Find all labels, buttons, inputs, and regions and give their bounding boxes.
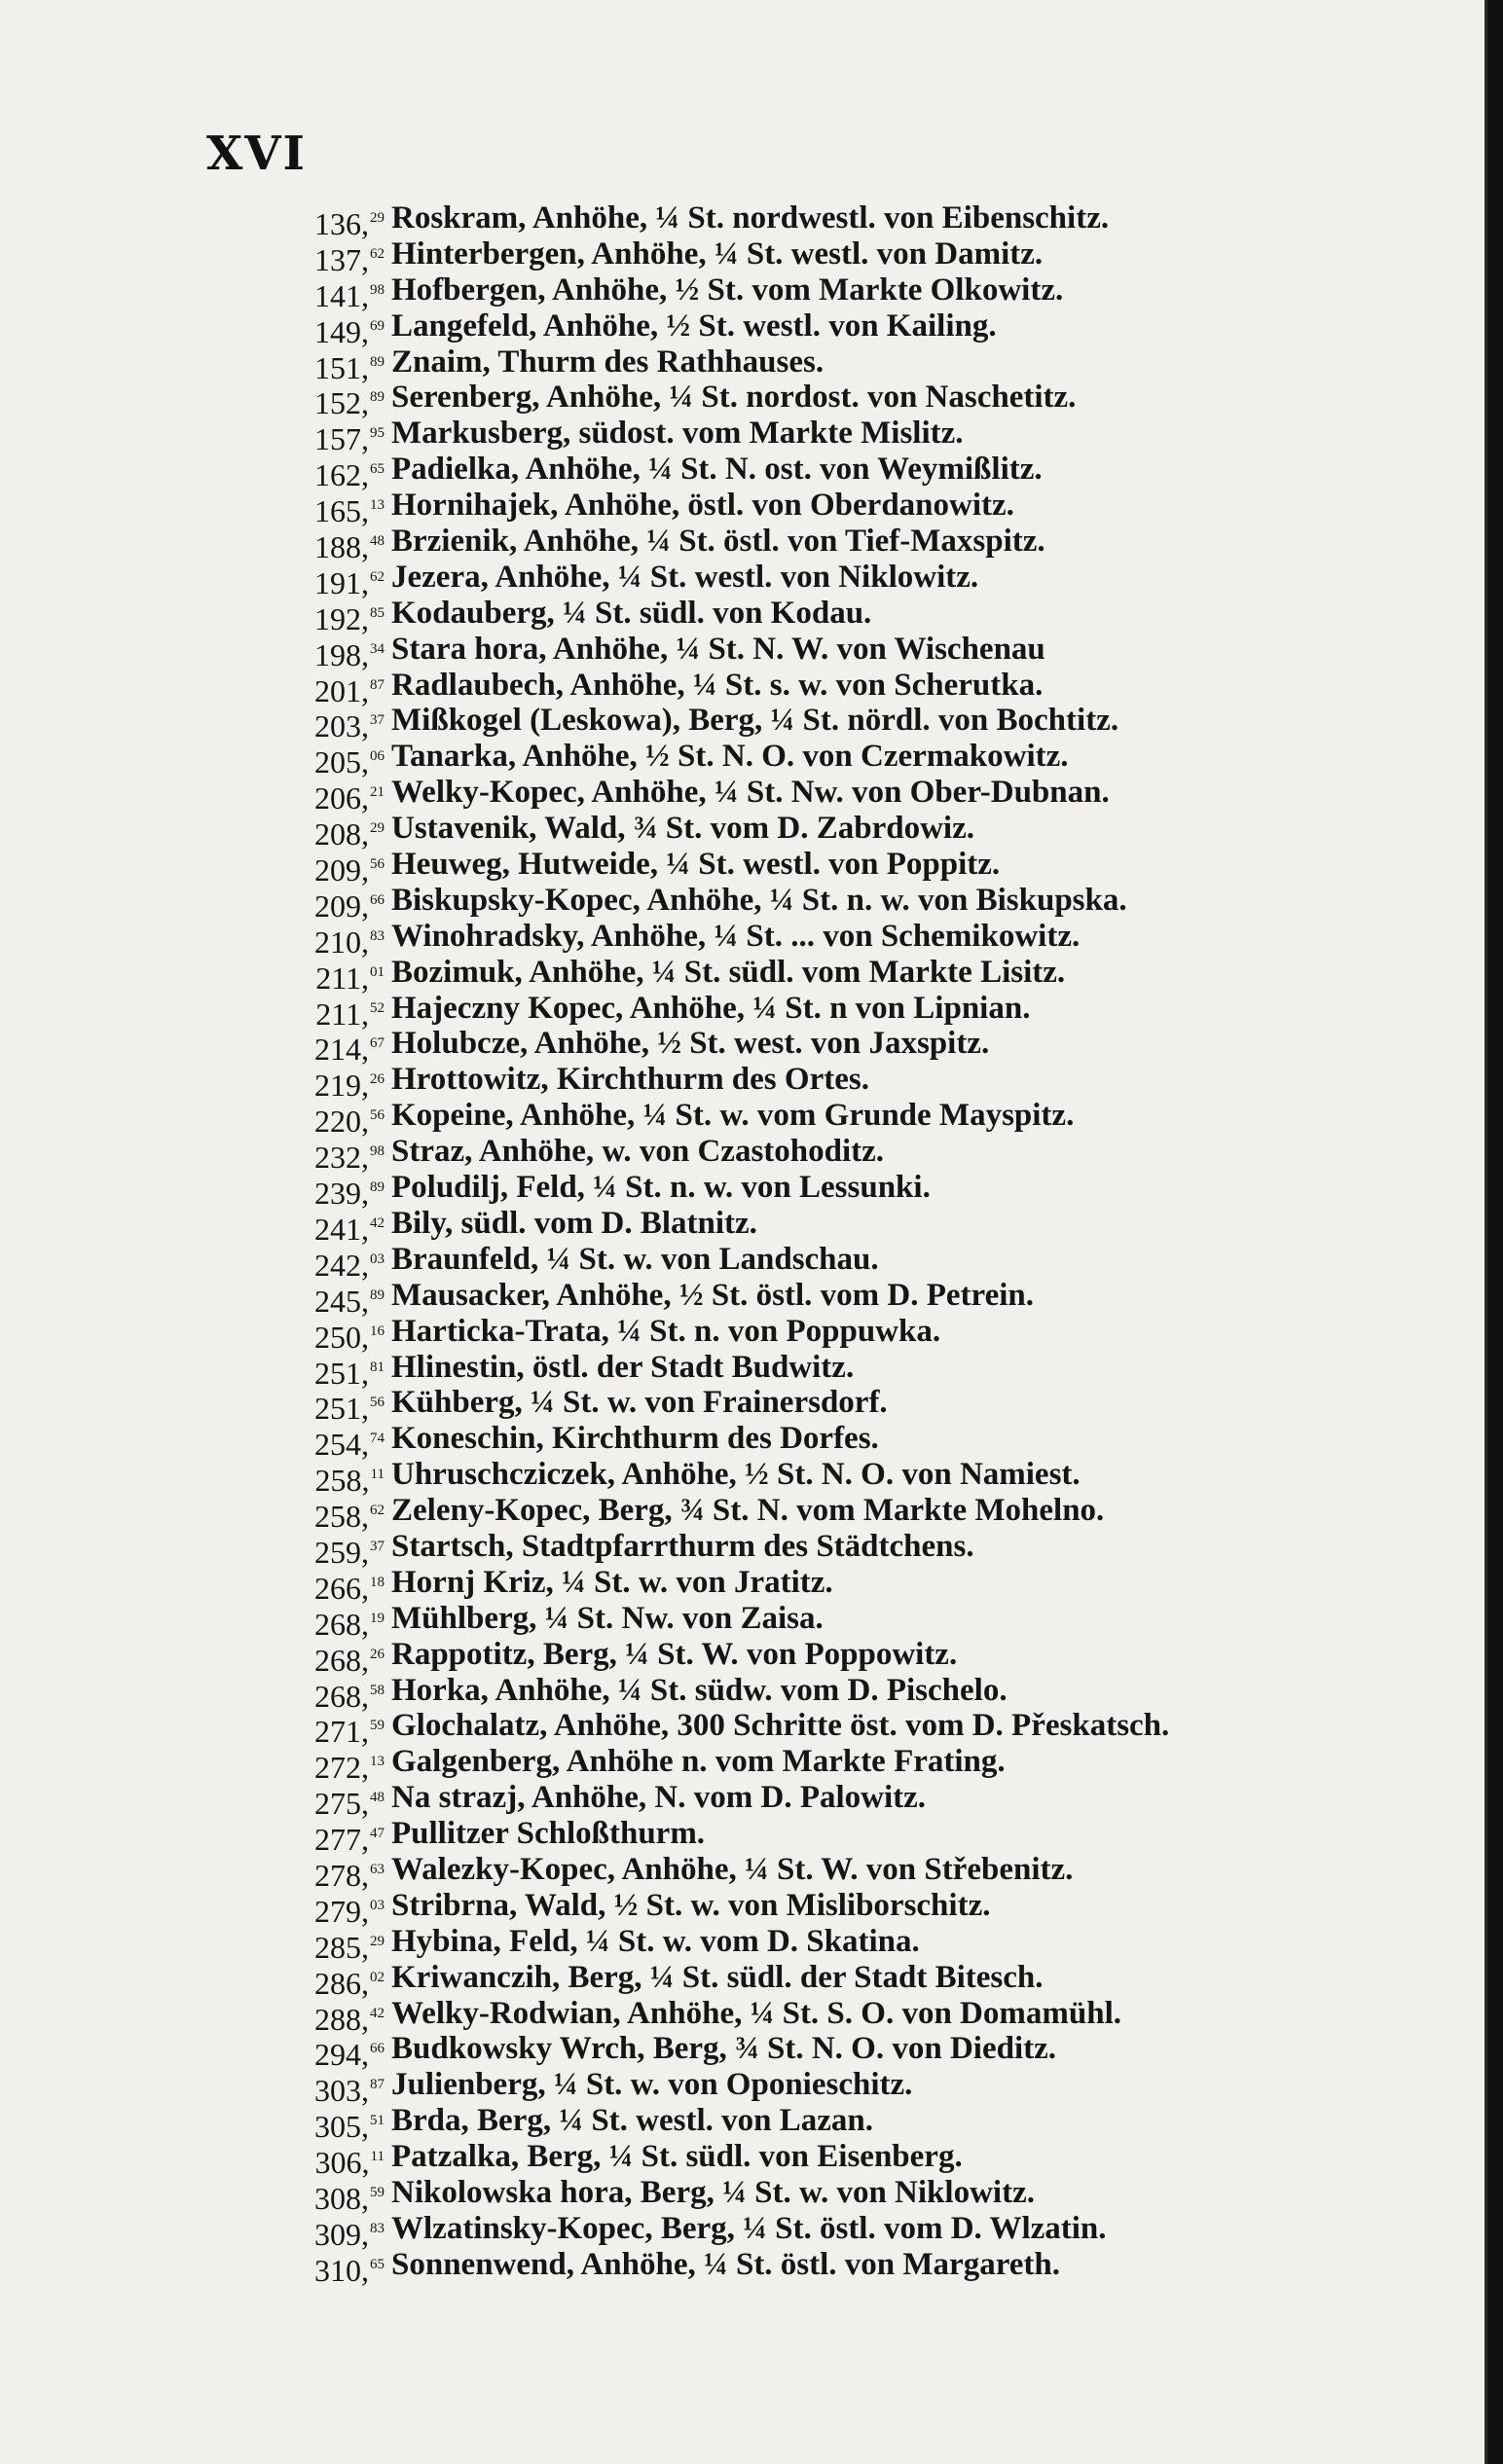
location-description: Stara hora, Anhöhe, ¼ St. N. W. von Wischenau	[391, 631, 1045, 667]
location-description: Markusberg, südost. vom Markte Mislitz.	[391, 416, 964, 452]
location-description: Straz, Anhöhe, w. von Czastohoditz.	[391, 1134, 885, 1170]
location-description: Julienberg, ¼ St. w. von Oponieschitz.	[391, 2067, 913, 2103]
location-description: Startsch, Stadtpfarrthurm des Städtchens.	[391, 1528, 974, 1564]
altitude-value: 250,16	[314, 1319, 385, 1355]
altitude-value: 258,62	[314, 1499, 385, 1535]
location-description: Kodauberg, ¼ St. südl. von Kodau.	[391, 595, 872, 631]
location-description: Roskram, Anhöhe, ¼ St. nordwestl. von Eibenschitz.	[391, 200, 1110, 236]
altitude-value: 152,89	[314, 385, 385, 421]
list-item	[0, 595, 1460, 636]
location-description: Brda, Berg, ¼ St. westl. von Lazan.	[391, 2103, 873, 2139]
location-description: Welky-Kopec, Anhöhe, ¼ St. Nw. von Ober-Dubnan.	[391, 775, 1110, 811]
altitude-value: 192,85	[314, 600, 385, 636]
altitude-value: 278,63	[314, 1857, 385, 1893]
list-item	[0, 1277, 1460, 1319]
location-description: Harticka-Trata, ¼ St. n. von Poppuwka.	[391, 1313, 941, 1349]
altitude-value: 286,02	[314, 1965, 385, 2001]
altitude-value: 306,11	[314, 2145, 385, 2181]
location-description: Hornj Kriz, ¼ St. w. von Jratitz.	[391, 1564, 833, 1600]
altitude-value: 266,18	[314, 1570, 385, 1606]
altitude-value: 277,47	[314, 1822, 385, 1858]
location-description: Rappotitz, Berg, ¼ St. W. von Poppowitz.	[391, 1636, 958, 1672]
list-item	[0, 1313, 1460, 1355]
altitude-value: 275,48	[314, 1786, 385, 1822]
list-item	[0, 1528, 1460, 1570]
list-item	[0, 524, 1460, 565]
location-description: Koneschin, Kirchthurm des Dorfes.	[391, 1421, 879, 1457]
list-item	[0, 667, 1460, 708]
location-description: Zeleny-Kopec, Berg, ¾ St. N. vom Markte Mohelno.	[391, 1493, 1105, 1529]
list-item	[0, 2246, 1460, 2288]
altitude-value: 208,29	[314, 816, 385, 852]
location-description: Welky-Rodwian, Anhöhe, ¼ St. S. O. von Domamühl.	[391, 1995, 1121, 2031]
list-item	[0, 1780, 1460, 1822]
list-item	[0, 1887, 1460, 1929]
altitude-value: 254,74	[314, 1427, 385, 1463]
location-description: Kriwanczih, Berg, ¼ St. südl. der Stadt Bitesch.	[391, 1959, 1044, 1995]
altitude-value: 141,98	[314, 277, 385, 313]
list-item	[0, 1564, 1460, 1606]
list-item	[0, 488, 1460, 529]
list-item	[0, 416, 1460, 457]
location-description: Hinterbergen, Anhöhe, ¼ St. westl. von Damitz.	[391, 236, 1044, 272]
list-item	[0, 2031, 1460, 2073]
location-description: Horka, Anhöhe, ¼ St. südw. vom D. Pischelo.	[391, 1672, 1008, 1708]
altitude-value: 209,56	[314, 852, 385, 888]
list-item	[0, 811, 1460, 852]
altitude-value: 303,87	[314, 2073, 385, 2109]
list-item	[0, 918, 1460, 960]
list-item	[0, 1600, 1460, 1642]
list-item	[0, 272, 1460, 313]
list-item	[0, 1134, 1460, 1176]
location-description: Galgenberg, Anhöhe n. vom Markte Frating.	[391, 1744, 1006, 1780]
altitude-value: 245,89	[314, 1283, 385, 1319]
list-item	[0, 2210, 1460, 2252]
list-item	[0, 1170, 1460, 1212]
list-item	[0, 1672, 1460, 1714]
list-item	[0, 1457, 1460, 1499]
altitude-value: 288,42	[314, 2001, 385, 2037]
altitude-value: 241,42	[314, 1211, 385, 1247]
altitude-value: 242,03	[314, 1247, 385, 1283]
altitude-value: 149,69	[314, 313, 385, 349]
altitude-value: 209,66	[314, 888, 385, 924]
list-item	[0, 1816, 1460, 1858]
list-item	[0, 2174, 1460, 2216]
list-item	[0, 2103, 1460, 2145]
list-item	[0, 847, 1460, 888]
list-item	[0, 559, 1460, 600]
list-item	[0, 1421, 1460, 1463]
list-item	[0, 775, 1460, 816]
altitude-value: 188,48	[314, 529, 385, 565]
altitude-value: 136,29	[314, 206, 385, 241]
altitude-value: 239,89	[314, 1176, 385, 1212]
altitude-value: 191,62	[314, 564, 385, 600]
list-item	[0, 1995, 1460, 2037]
location-description: Holubcze, Anhöhe, ½ St. west. von Jaxspitz.	[391, 1026, 990, 1062]
location-description: Stribrna, Wald, ½ St. w. von Misliborschitz.	[391, 1887, 991, 1923]
list-item	[0, 1923, 1460, 1965]
altitude-value: 251,56	[314, 1391, 385, 1427]
location-description: Glochalatz, Anhöhe, 300 Schritte öst. vom D. Přeskatsch.	[391, 1708, 1170, 1744]
list-item	[0, 1026, 1460, 1068]
altitude-value: 310,65	[314, 2252, 385, 2288]
list-item	[0, 1636, 1460, 1678]
altitude-value: 268,26	[314, 1642, 385, 1678]
list-item	[0, 1062, 1460, 1104]
location-description: Sonnenwend, Anhöhe, ¼ St. östl. von Margareth.	[391, 2246, 1060, 2282]
altitude-value: 272,13	[314, 1750, 385, 1786]
location-description: Hybina, Feld, ¼ St. w. vom D. Skatina.	[391, 1923, 920, 1959]
location-description: Bily, südl. vom D. Blatnitz.	[391, 1205, 757, 1241]
altitude-value: 206,21	[314, 780, 385, 816]
location-description: Kopeine, Anhöhe, ¼ St. w. vom Grunde Mayspitz.	[391, 1098, 1075, 1134]
altitude-value: 232,98	[314, 1140, 385, 1176]
list-item	[0, 1098, 1460, 1140]
altitude-value: 220,56	[314, 1104, 385, 1140]
location-description: Brzienik, Anhöhe, ¼ St. östl. von Tief-Maxspitz.	[391, 524, 1045, 560]
location-description: Poludilj, Feld, ¼ St. n. w. von Lessunki.	[391, 1170, 931, 1206]
altitude-value: 211,52	[315, 996, 385, 1032]
location-description: Na strazj, Anhöhe, N. vom D. Palowitz.	[391, 1780, 927, 1816]
altitude-value: 198,34	[314, 636, 385, 672]
altitude-value: 162,65	[314, 457, 385, 493]
list-item	[0, 954, 1460, 996]
list-item	[0, 344, 1460, 385]
altitude-value: 210,83	[314, 924, 385, 960]
location-description: Hlinestin, östl. der Stadt Budwitz.	[391, 1349, 855, 1385]
location-description: Pullitzer Schloßthurm.	[391, 1816, 706, 1852]
altitude-value: 268,58	[314, 1678, 385, 1714]
altitude-value: 279,03	[314, 1893, 385, 1929]
list-item	[0, 1744, 1460, 1786]
location-description: Uhruschcziczek, Anhöhe, ½ St. N. O. von Namiest.	[391, 1457, 1081, 1493]
location-description: Znaim, Thurm des Rathhauses.	[391, 344, 825, 380]
list-item	[0, 2139, 1460, 2181]
location-description: Heuweg, Hutweide, ¼ St. westl. von Poppitz.	[391, 847, 1001, 883]
altitude-value: 201,87	[314, 672, 385, 708]
altitude-value: 309,83	[314, 2216, 385, 2252]
list-item	[0, 1708, 1460, 1750]
altitude-value: 308,59	[314, 2180, 385, 2216]
location-description: Budkowsky Wrch, Berg, ¾ St. N. O. von Dieditz.	[391, 2031, 1057, 2067]
altitude-value: 165,13	[314, 493, 385, 529]
list-item	[0, 1385, 1460, 1427]
altitude-value: 157,95	[314, 421, 385, 457]
location-description: Mausacker, Anhöhe, ½ St. östl. vom D. Petrein.	[391, 1277, 1034, 1313]
list-item	[0, 631, 1460, 672]
altitude-value: 219,26	[314, 1068, 385, 1104]
location-description: Wlzatinsky-Kopec, Berg, ¼ St. östl. vom D. Wlzatin.	[391, 2210, 1107, 2246]
list-item	[0, 2067, 1460, 2109]
list-item	[0, 703, 1460, 744]
location-description: Hajeczny Kopec, Anhöhe, ¼ St. n von Lipnian.	[391, 990, 1031, 1026]
location-description: Hofbergen, Anhöhe, ½ St. vom Markte Olkowitz.	[391, 272, 1064, 308]
location-description: Padielka, Anhöhe, ¼ St. N. ost. von Weymißlitz.	[391, 452, 1043, 488]
location-description: Langefeld, Anhöhe, ½ St. westl. von Kailing.	[391, 308, 997, 344]
list-item	[0, 200, 1460, 241]
location-description: Biskupsky-Kopec, Anhöhe, ¼ St. n. w. von Biskupska.	[391, 882, 1127, 918]
location-description: Hrottowitz, Kirchthurm des Ortes.	[391, 1062, 869, 1098]
list-item	[0, 1493, 1460, 1535]
altitude-value: 137,62	[314, 241, 385, 277]
list-item	[0, 882, 1460, 924]
location-description: Jezera, Anhöhe, ¼ St. westl. von Niklowitz.	[391, 559, 979, 595]
altitude-value: 258,11	[314, 1463, 385, 1499]
list-item	[0, 236, 1460, 277]
altitude-value: 211,01	[315, 960, 385, 996]
location-description: Mißkogel (Leskowa), Berg, ¼ St. nördl. von Bochtitz.	[391, 703, 1119, 739]
altitude-value: 305,51	[314, 2109, 385, 2145]
list-item	[0, 380, 1460, 421]
location-description: Hornihajek, Anhöhe, östl. von Oberdanowitz.	[391, 488, 1014, 524]
list-item	[0, 990, 1460, 1032]
altitude-value: 203,37	[314, 708, 385, 744]
altitude-value: 268,19	[314, 1606, 385, 1642]
altitude-value: 151,89	[314, 349, 385, 385]
list-item	[0, 1241, 1460, 1283]
location-description: Winohradsky, Anhöhe, ¼ St. ... von Schemikowitz.	[391, 918, 1081, 954]
list-item	[0, 1205, 1460, 1247]
list-item	[0, 739, 1460, 780]
location-description: Nikolowska hora, Berg, ¼ St. w. von Niklowitz.	[391, 2174, 1035, 2210]
location-description: Bozimuk, Anhöhe, ¼ St. südl. vom Markte Lisitz.	[391, 954, 1066, 990]
list-item	[0, 308, 1460, 349]
location-description: Serenberg, Anhöhe, ¼ St. nordost. von Naschetitz.	[391, 380, 1077, 416]
altitude-value: 251,81	[314, 1355, 385, 1391]
list-item	[0, 1959, 1460, 2001]
altitude-list	[0, 200, 1460, 2288]
location-description: Radlaubech, Anhöhe, ¼ St. s. w. von Scherutka.	[391, 667, 1044, 703]
location-description: Kühberg, ¼ St. w. von Frainersdorf.	[391, 1385, 888, 1421]
location-description: Walezky-Kopec, Anhöhe, ¼ St. W. von Střebenitz.	[391, 1851, 1074, 1887]
location-description: Tanarka, Anhöhe, ½ St. N. O. von Czermakowitz.	[391, 739, 1069, 775]
list-item	[0, 1349, 1460, 1391]
altitude-value: 214,67	[314, 1032, 385, 1068]
page-number: XVI	[206, 127, 307, 181]
list-item	[0, 452, 1460, 493]
location-description: Braunfeld, ¼ St. w. von Landschau.	[391, 1241, 879, 1277]
list-item	[0, 1851, 1460, 1893]
location-description: Mühlberg, ¼ St. Nw. von Zaisa.	[391, 1600, 824, 1636]
altitude-value: 205,06	[314, 744, 385, 780]
altitude-value: 285,29	[314, 1929, 385, 1965]
location-description: Patzalka, Berg, ¼ St. südl. von Eisenberg.	[391, 2139, 963, 2175]
altitude-value: 294,66	[314, 2037, 385, 2073]
altitude-value: 259,37	[314, 1534, 385, 1570]
location-description: Ustavenik, Wald, ¾ St. vom D. Zabrdowiz.	[391, 811, 974, 847]
altitude-value: 271,59	[314, 1714, 385, 1750]
